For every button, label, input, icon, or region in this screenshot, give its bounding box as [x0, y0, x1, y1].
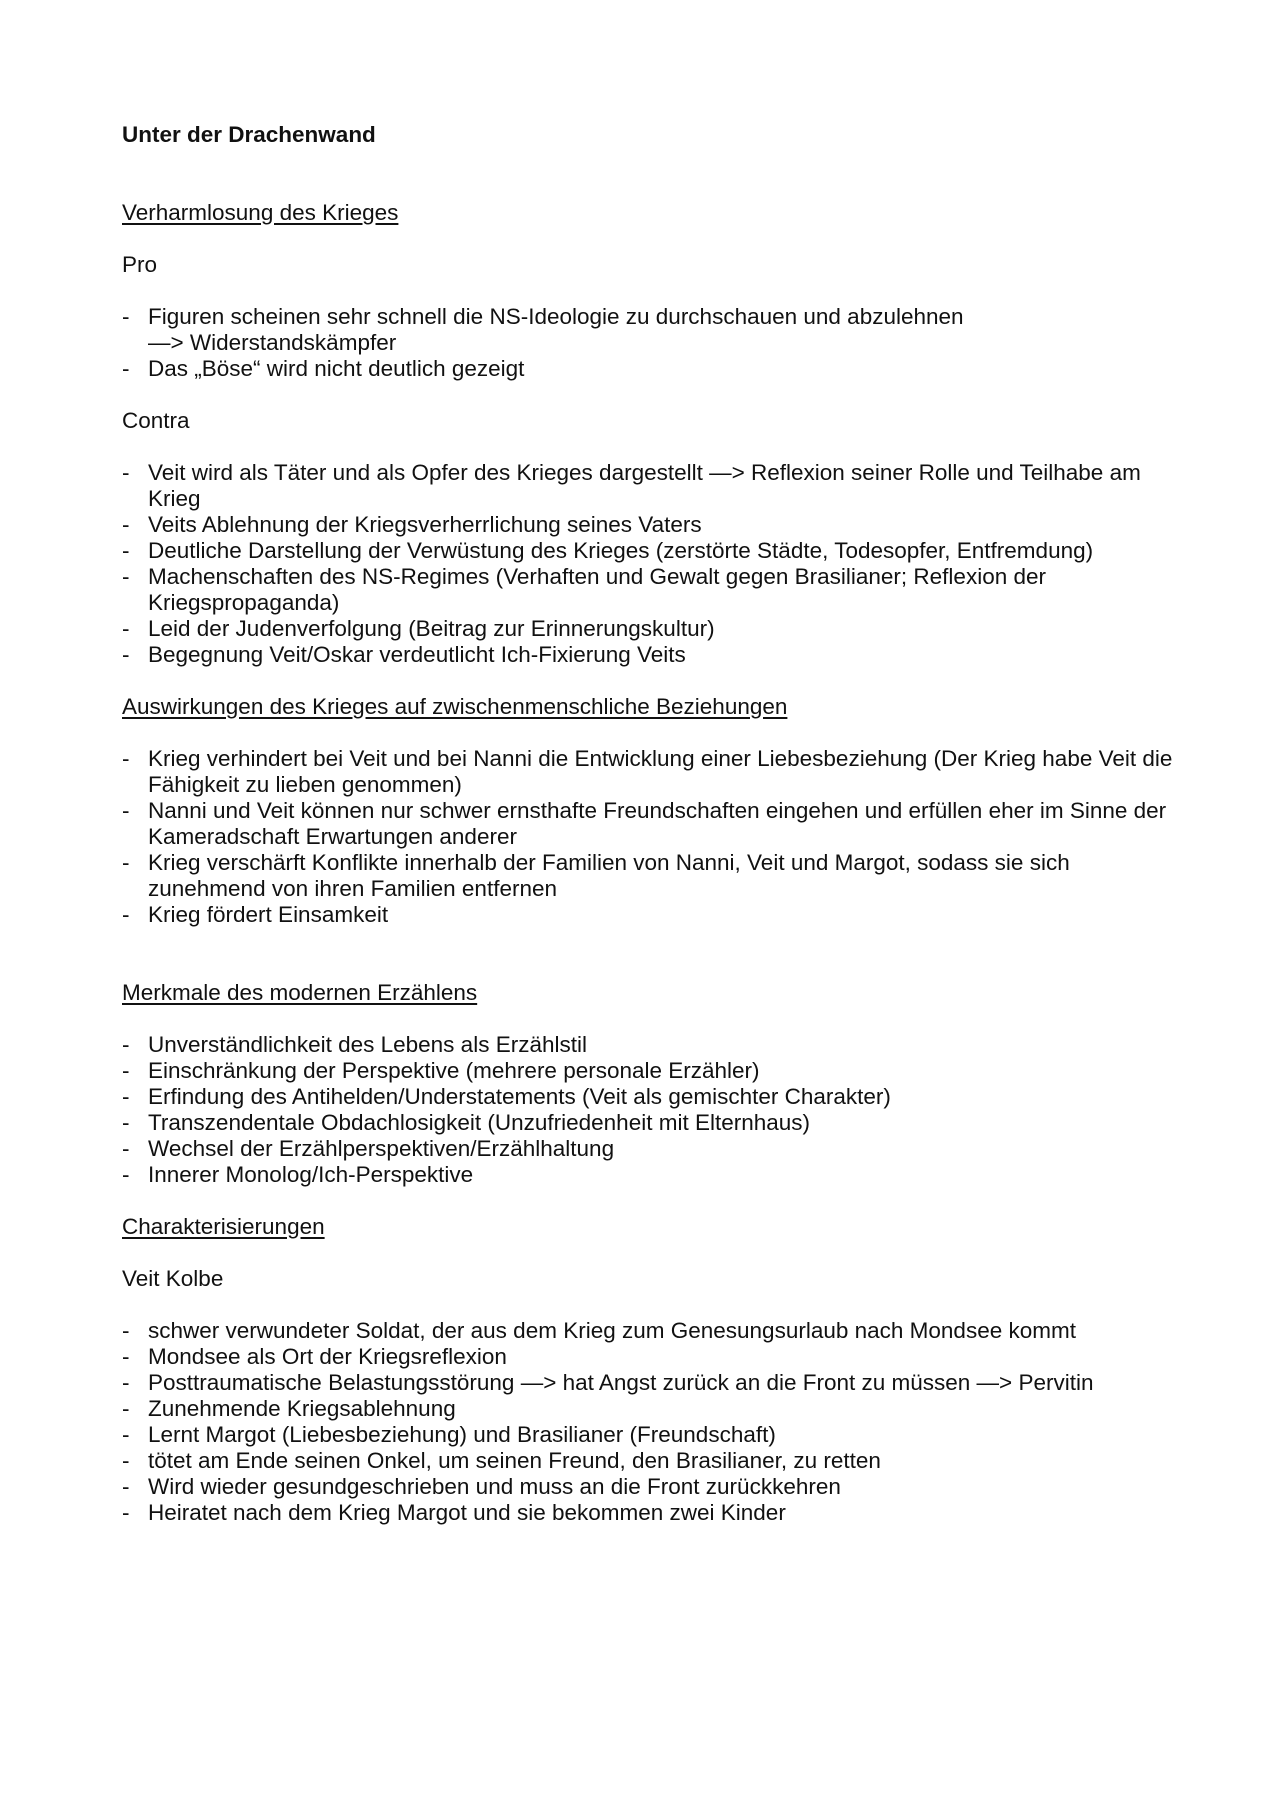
- list-item-text: Mondsee als Ort der Kriegsreflexion: [148, 1344, 507, 1369]
- dash-bullet: -: [122, 1058, 130, 1083]
- list-item: [122, 1474, 1182, 1500]
- auswirkungen-list: [122, 746, 1182, 928]
- section-heading-verharmlosung: Verharmlosung des Krieges: [122, 200, 399, 225]
- list-item: [122, 564, 1182, 616]
- list-item: [122, 616, 1182, 642]
- list-item: [122, 1136, 1182, 1162]
- list-item-text: Veits Ablehnung der Kriegsverherrlichung seines Vaters: [148, 512, 702, 537]
- list-item-text: Wechsel der Erzählperspektiven/Erzählhaltung: [148, 1136, 615, 1161]
- dash-bullet: -: [122, 1448, 130, 1473]
- list-item-text: Wird wieder gesundgeschrieben und muss an die Front zurückkehren: [148, 1474, 841, 1499]
- list-item-text: Innerer Monolog/Ich-Perspektive: [148, 1162, 474, 1187]
- veit-kolbe-list: [122, 1318, 1182, 1526]
- list-item: [122, 1162, 1182, 1188]
- list-item: [122, 1344, 1182, 1370]
- dash-bullet: -: [122, 356, 130, 381]
- list-item: [122, 1448, 1182, 1474]
- dash-bullet: -: [122, 460, 130, 485]
- dash-bullet: -: [122, 1162, 130, 1187]
- list-item-text: Heiratet nach dem Krieg Margot und sie bekommen zwei Kinder: [148, 1500, 786, 1525]
- merkmale-list: [122, 1032, 1182, 1188]
- section-heading-auswirkungen: Auswirkungen des Krieges auf zwischenmenschliche Beziehungen: [122, 694, 788, 719]
- dash-bullet: -: [122, 1422, 130, 1447]
- list-item-text: Erfindung des Antihelden/Understatements (Veit als gemischter Charakter): [148, 1084, 891, 1109]
- dash-bullet: -: [122, 1110, 130, 1135]
- subheading-pro: Pro: [122, 252, 158, 277]
- list-item-text: Krieg verschärft Konflikte innerhalb der Familien von Nanni, Veit und Margot, sodass sie sich zunehmend von ihren Familien entfernen: [148, 850, 1070, 901]
- list-item-text: Machenschaften des NS-Regimes (Verhaften und Gewalt gegen Brasilianer; Reflexion der Kriegspropaganda): [148, 564, 1046, 615]
- pro-list: [122, 304, 1182, 382]
- list-item-text: Zunehmende Kriegsablehnung: [148, 1396, 456, 1421]
- dash-bullet: -: [122, 512, 130, 537]
- section-heading-merkmale: Merkmale des modernen Erzählens: [122, 980, 478, 1005]
- list-item-text: Posttraumatische Belastungsstörung —> hat Angst zurück an die Front zu müssen —> Pervitin: [148, 1370, 1094, 1395]
- list-item: [122, 642, 1182, 668]
- list-item: [122, 1084, 1182, 1110]
- section-heading-charakterisierungen: Charakterisierungen: [122, 1214, 325, 1239]
- list-item-text: Das „Böse“ wird nicht deutlich gezeigt: [148, 356, 525, 381]
- list-item: [122, 1032, 1182, 1058]
- list-item: [122, 538, 1182, 564]
- dash-bullet: -: [122, 1136, 130, 1161]
- list-item: [122, 1110, 1182, 1136]
- list-item: [122, 746, 1182, 798]
- contra-list: [122, 460, 1182, 668]
- list-item-text: Krieg verhindert bei Veit und bei Nanni die Entwicklung einer Liebesbeziehung (Der Krieg habe Veit die Fähigkeit zu lieben genommen): [148, 746, 1173, 797]
- list-item-text: Nanni und Veit können nur schwer ernsthafte Freundschaften eingehen und erfüllen eher im Sinne der Kameradschaft Erwartungen anderer: [148, 798, 1167, 849]
- dash-bullet: -: [122, 1396, 130, 1421]
- dash-bullet: -: [122, 1344, 130, 1369]
- dash-bullet: -: [122, 1032, 130, 1057]
- subheading-contra: Contra: [122, 408, 190, 433]
- list-item-text: Unverständlichkeit des Lebens als Erzählstil: [148, 1032, 587, 1057]
- list-item-text: Krieg fördert Einsamkeit: [148, 902, 389, 927]
- dash-bullet: -: [122, 1370, 130, 1395]
- list-item: [122, 304, 1182, 356]
- list-item-text: Deutliche Darstellung der Verwüstung des Krieges (zerstörte Städte, Todesopfer, Entfremdung): [148, 538, 1094, 563]
- list-item-text: Transzendentale Obdachlosigkeit (Unzufriedenheit mit Elternhaus): [148, 1110, 811, 1135]
- list-item: [122, 1396, 1182, 1422]
- subheading-veit-kolbe: Veit Kolbe: [122, 1266, 224, 1291]
- dash-bullet: -: [122, 1318, 130, 1343]
- list-item: [122, 1058, 1182, 1084]
- list-item: [122, 850, 1182, 902]
- list-item-text: Lernt Margot (Liebesbeziehung) und Brasilianer (Freundschaft): [148, 1422, 776, 1447]
- document-page: [122, 122, 1182, 1526]
- list-item: [122, 512, 1182, 538]
- dash-bullet: -: [122, 538, 130, 563]
- dash-bullet: -: [122, 850, 130, 875]
- dash-bullet: -: [122, 564, 130, 589]
- list-item-text: Veit wird als Täter und als Opfer des Krieges dargestellt —> Reflexion seiner Rolle und Teilhabe am Krieg: [148, 460, 1141, 511]
- dash-bullet: -: [122, 616, 130, 641]
- dash-bullet: -: [122, 1500, 130, 1525]
- list-item: [122, 798, 1182, 850]
- list-item: [122, 902, 1182, 928]
- dash-bullet: -: [122, 1474, 130, 1499]
- list-item-text: tötet am Ende seinen Onkel, um seinen Freund, den Brasilianer, zu retten: [148, 1448, 881, 1473]
- document-title: Unter der Drachenwand: [122, 122, 376, 147]
- list-item: [122, 1370, 1182, 1396]
- list-item-text: Leid der Judenverfolgung (Beitrag zur Erinnerungskultur): [148, 616, 715, 641]
- list-item-text: Figuren scheinen sehr schnell die NS-Ideologie zu durchschauen und abzulehnen —> Widerstandskämpfer: [148, 304, 964, 355]
- dash-bullet: -: [122, 798, 130, 823]
- list-item: [122, 460, 1182, 512]
- list-item: [122, 1318, 1182, 1344]
- list-item-text: Begegnung Veit/Oskar verdeutlicht Ich-Fixierung Veits: [148, 642, 686, 667]
- dash-bullet: -: [122, 304, 130, 329]
- dash-bullet: -: [122, 642, 130, 667]
- dash-bullet: -: [122, 1084, 130, 1109]
- dash-bullet: -: [122, 902, 130, 927]
- list-item: [122, 1422, 1182, 1448]
- list-item: [122, 1500, 1182, 1526]
- dash-bullet: -: [122, 746, 130, 771]
- list-item-text: schwer verwundeter Soldat, der aus dem Krieg zum Genesungsurlaub nach Mondsee kommt: [148, 1318, 1076, 1343]
- list-item-text: Einschränkung der Perspektive (mehrere personale Erzähler): [148, 1058, 760, 1083]
- list-item: [122, 356, 1182, 382]
